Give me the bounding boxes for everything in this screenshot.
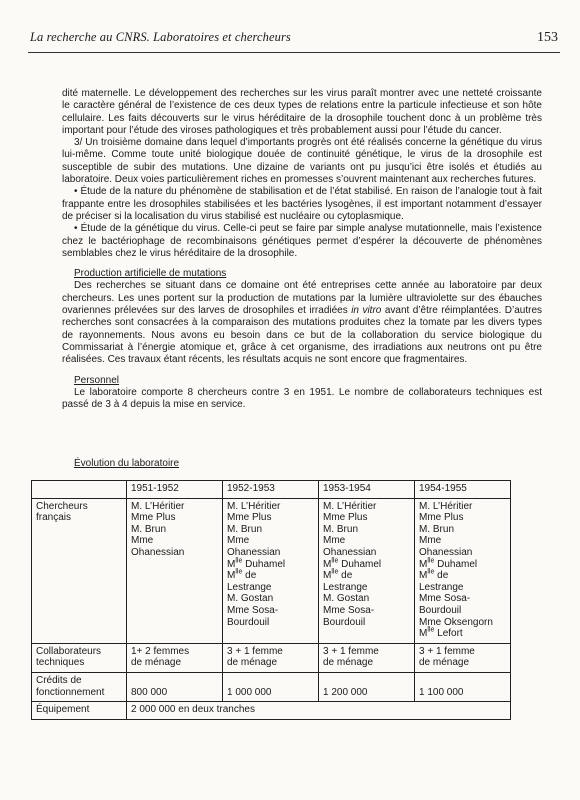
researcher-name: M. Gostan (323, 593, 370, 605)
row-label: Chercheurs français (32, 498, 127, 643)
paragraph: Le laboratoire comporte 8 chercheurs contre 3 en 1951. Le nombre de collaborateurs techniques est passé de 3 à 4 depuis la mise en service. (62, 386, 542, 411)
researchers-cell (127, 498, 223, 643)
evolution-table (31, 480, 511, 720)
credits-cell: 1 000 000 (223, 672, 319, 701)
researcher-name: Ohanessian (227, 546, 281, 558)
researcher-name: $M^{lle}$ de (227, 568, 257, 582)
collab-cell: 3 + 1 femme de ménage (415, 643, 511, 672)
researchers-cell (415, 498, 511, 643)
collab-cell: 3 + 1 femme de ménage (319, 643, 415, 672)
table-header-row (32, 481, 511, 499)
researcher-name: $M^{lle}$ Lefort (419, 626, 463, 640)
researcher-name: $M^{lle}$ de (419, 568, 449, 582)
researcher-name: Ohanessian (131, 546, 185, 558)
researcher-name: Ohanessian (419, 546, 473, 558)
researcher-name: Ohanessian (323, 546, 377, 558)
researcher-name: Mme Sosa- (227, 604, 279, 616)
year-header: 1954-1955 (415, 481, 511, 499)
researcher-name: Mme Oksengorn (419, 616, 493, 628)
researcher-name: Mme (131, 535, 154, 547)
researcher-name: Bourdouil (323, 616, 366, 628)
researcher-name: Mme Plus (227, 512, 272, 524)
researcher-name: $M^{lle}$ Duhamel (323, 557, 382, 570)
body-text (62, 88, 542, 411)
year-header: 1951-1952 (127, 481, 223, 499)
researcher-name: M. L’Héritier (419, 500, 473, 512)
researcher-name: Mme Sosa- (323, 604, 375, 616)
researcher-name: Mme Sosa- (419, 593, 471, 605)
researcher-name: Bourdouil (419, 604, 462, 616)
year-header: 1952-1953 (223, 481, 319, 499)
paragraph: • Étude de la nature du phénomène de stabilisation et de l’état stabilisé. En raison de l’analogie tout à fait frappante entre les drosophiles stabilisées et les bactéries lysogènes, il est important notamment d’essayer de préciser si la localisation du virus stabilisé est nucléaire ou cytoplasmique. (62, 186, 542, 222)
table-title: Évolution du laboratoire (74, 458, 180, 469)
researchers-cell (319, 498, 415, 643)
researcher-name: M. L’Héritier (323, 500, 377, 512)
researcher-name: Mme (323, 535, 346, 547)
researcher-name: Mme Plus (419, 512, 464, 524)
table-row (32, 498, 511, 643)
section-heading: Personnel (74, 374, 120, 386)
table-row (32, 643, 511, 672)
paragraph: Des recherches se situant dans ce domaine ont été entreprises cette année au laboratoire par deux chercheurs. Les unes portent sur la production de mutations par la lumière ultraviolette sur des ébauches ovariennes prélevées sur des larves de drosophiles et irradiées in vitro avant d’être réimplantées. D’autres recherches sont consacrées à la comparaison des mutations produites chez la tomate par les divers types de rayonnements. Nous avons eu besoin dans ce but de la collaboration du service biologique du Commissariat à l’énergie atomique et, grâce à cet organisme, des irradiations aux neutrons ont pu être réalisées. Ces travaux étant récents, les résultats acquis ne sont encore que fragmentaires. (62, 280, 543, 366)
researcher-name: Lestrange (227, 581, 272, 593)
table-row (32, 672, 511, 701)
section-heading: Production artificielle de mutations (74, 268, 227, 280)
researcher-name: M. L’Héritier (131, 500, 185, 512)
row-label: Équipement (32, 702, 127, 720)
paragraph: dité maternelle. Le développement des recherches sur les virus paraît montrer avec une netteté croissante le caractère général de l’existence de ces deux types de relations entre la particule infectieuse et son hôte cellulaire. Les faits découverts sur le virus héréditaire de la drosophile touchent donc à un problème très important pour l’étude des viroses pathologiques et très probablement aussi pour l’étude du cancer. (62, 88, 542, 136)
credits-cell: 1 100 000 (415, 672, 511, 701)
researcher-name: M. Brun (323, 523, 359, 535)
researcher-name: $M^{lle}$ Duhamel (419, 557, 478, 570)
researcher-name: Mme (227, 535, 250, 547)
collab-cell: 3 + 1 femme de ménage (223, 643, 319, 672)
running-header (30, 30, 558, 46)
researcher-name: $M^{lle}$ de (323, 568, 353, 582)
researcher-name: Mme Plus (131, 512, 176, 524)
year-header: 1953-1954 (319, 481, 415, 499)
credits-cell: 1 200 000 (319, 672, 415, 701)
row-label: Collaborateurs techniques (32, 643, 127, 672)
researcher-name: Lestrange (323, 581, 368, 593)
researcher-name: M. Brun (131, 523, 167, 535)
researcher-name: $M^{lle}$ Duhamel (227, 557, 286, 570)
researcher-name: Bourdouil (227, 616, 270, 628)
researcher-name: M. Gostan (227, 593, 274, 605)
header-rule (28, 52, 560, 53)
researcher-name: Lestrange (419, 581, 464, 593)
row-label: Crédits de fonctionnement (32, 672, 127, 701)
table-row (32, 702, 511, 720)
credits-cell: 800 000 (127, 672, 223, 701)
researcher-name: Mme Plus (323, 512, 368, 524)
equipment-cell: 2 000 000 en deux tranches (127, 702, 511, 720)
researcher-name: M. Brun (419, 523, 455, 535)
collab-cell: 1+ 2 femmes de ménage (127, 643, 223, 672)
researcher-name: M. L’Héritier (227, 500, 281, 512)
researcher-name: Mme (419, 535, 442, 547)
paragraph: • Étude de la génétique du virus. Celle-ci peut se faire par simple analyse mutationnelle, mais l’existence chez le bactériophage de recombinaisons génétiques permet d’espérer la découverte de phénomènes semblables chez le virus héréditaire de la drosophile. (62, 223, 542, 259)
paragraph: 3/ Un troisième domaine dans lequel d’importants progrès ont été réalisés concerne la génétique du virus lui-même. Comme toute unité biologique douée de continuité génétique, le virus de la drosophile est susceptible de subir des mutations. Une dizaine de variants ont pu jusqu’ici être isolés et étudiés au laboratoire. Deux voies particulièrement riches en promesses s’ouvrent maintenant aux recherches futures. (62, 137, 542, 186)
researchers-cell (223, 498, 319, 643)
running-title: La recherche au CNRS. Laboratoires et chercheurs (30, 30, 291, 44)
page-number: 153 (537, 30, 558, 45)
table-cell (32, 481, 127, 499)
researcher-name: M. Brun (227, 523, 263, 535)
